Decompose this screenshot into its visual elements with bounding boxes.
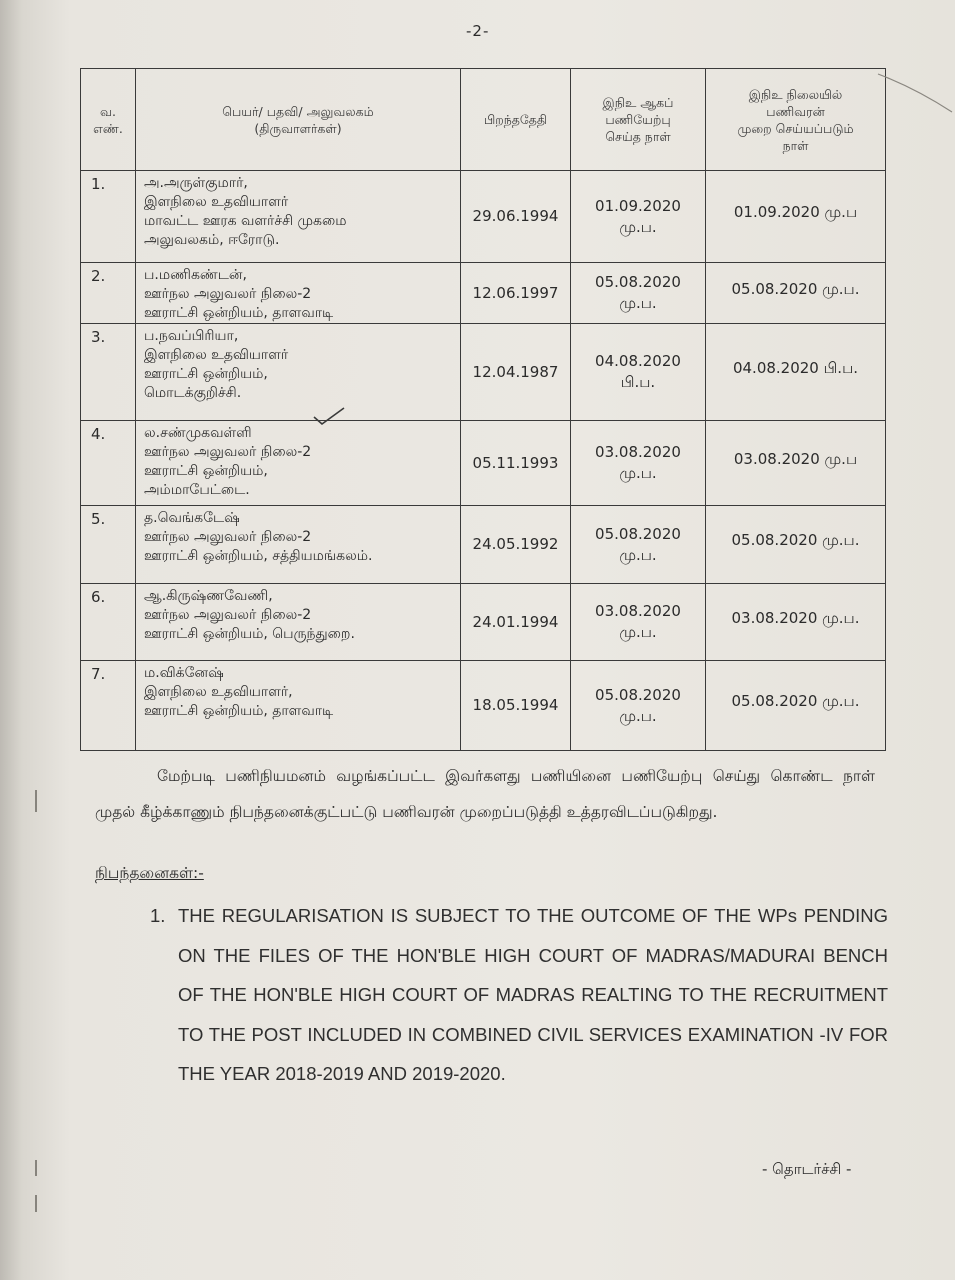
office-line: மாவட்ட ஊரக வளர்ச்சி முகமை (144, 213, 347, 229)
header-line: முறை செய்யப்படும் (737, 120, 854, 136)
designation: ஊர்நல அலுவலர் நிலை-2 (144, 529, 312, 545)
date-of-birth: 12.04.1987 (461, 324, 571, 421)
serial-number: 3. (81, 324, 136, 421)
header-line: நாள் (782, 137, 809, 153)
office-line: ஊராட்சி ஒன்றியம், தாளவாடி (144, 703, 334, 719)
designation: இளநிலை உதவியாளர் (144, 194, 289, 210)
serial-number: 1. (81, 171, 136, 263)
serial-number: 2. (81, 263, 136, 324)
header-line: செய்த நாள் (605, 129, 671, 144)
office-line: ஊராட்சி ஒன்றியம், (144, 463, 268, 479)
joining-date-cell (571, 421, 706, 506)
fold-line (878, 74, 952, 112)
joining-date-cell (571, 506, 706, 584)
name-designation-office (136, 584, 461, 661)
joining-date: 03.08.2020 (595, 443, 681, 461)
header-regularisation-date (706, 69, 886, 171)
serial-number: 7. (81, 661, 136, 751)
serial-number: 6. (81, 584, 136, 661)
name-designation-office (136, 263, 461, 324)
designation: ஊர்நல அலுவலர் நிலை-2 (144, 444, 312, 460)
joining-session: மு.ப. (619, 623, 657, 641)
designation: ஊர்நல அலுவலர் நிலை-2 (144, 286, 312, 302)
header-line: பெயர்/ பதவி/ அலுவலகம் (222, 103, 374, 119)
employee-name: த.வெங்கடேஷ் (144, 510, 240, 526)
name-designation-office (136, 506, 461, 584)
header-line: பிறந்ததேதி (483, 112, 548, 127)
joining-date-cell (571, 661, 706, 751)
joining-date: 05.08.2020 (595, 524, 681, 543)
table-row (81, 263, 886, 324)
joining-session: மு.ப. (619, 464, 657, 482)
office-line: ஊராட்சி ஒன்றியம், தாளவாடி (144, 305, 334, 321)
regularisation-date: 05.08.2020 மு.ப. (706, 263, 886, 324)
regularisation-date: 01.09.2020 மு.ப (706, 171, 886, 263)
joining-session: மு.ப. (619, 706, 657, 725)
condition-number: 1. (150, 905, 166, 926)
page-number: -2- (466, 22, 490, 40)
joining-date-cell (571, 584, 706, 661)
conditions-list (150, 896, 888, 1094)
header-line: பணியேற்பு (605, 112, 671, 127)
office-line: ஊராட்சி ஒன்றியம், (144, 366, 268, 382)
employee-name: ப.நவப்பிரியா, (144, 328, 239, 344)
condition-item (150, 896, 888, 1094)
joining-session: மு.ப. (619, 294, 657, 312)
office-line: அலுவலகம், ஈரோடு. (144, 232, 280, 248)
table-row (81, 421, 886, 506)
table-row (81, 584, 886, 661)
joining-date: 01.09.2020 (595, 196, 681, 215)
joining-date-cell (571, 263, 706, 324)
office-line: ஊராட்சி ஒன்றியம், பெருந்துறை. (144, 626, 355, 642)
header-joining-date (571, 69, 706, 171)
employee-name: ல.சண்முகவள்ளி (144, 425, 252, 441)
date-of-birth: 05.11.1993 (461, 421, 571, 506)
condition-text: THE REGULARISATION IS SUBJECT TO THE OUTCOME OF THE WPs PENDING ON THE FILES OF THE HON'BLE HIGH COURT OF MADRAS/MADURAI BENCH OF THE HON'BLE HIGH COURT OF MADRAS REALTING TO THE RECRUITMENT TO THE POST INCLUDED IN COMBINED CIVIL SERVICES EXAMINATION -IV FOR THE YEAR 2018-2019 AND 2019-2020. (178, 905, 888, 1084)
header-line: எண். (93, 120, 123, 136)
appointment-table (80, 68, 886, 751)
employee-name: ஆ.கிருஷ்ணவேணி, (144, 588, 273, 604)
header-line: (திருவாளர்கள்) (254, 120, 342, 136)
name-designation-office (136, 171, 461, 263)
continued-marker: - தொடர்ச்சி - (762, 1160, 852, 1178)
regularisation-date: 03.08.2020 மு.ப (706, 421, 886, 506)
header-name-designation-office (136, 69, 461, 171)
date-of-birth: 24.05.1992 (461, 506, 571, 584)
joining-date-cell (571, 324, 706, 421)
serial-number: 5. (81, 506, 136, 584)
date-of-birth: 18.05.1994 (461, 661, 571, 751)
employee-name: அ.அருள்குமார், (144, 175, 248, 191)
table-header-row (81, 69, 886, 171)
table-row (81, 324, 886, 421)
regularisation-date: 05.08.2020 மு.ப. (706, 661, 886, 751)
date-of-birth: 29.06.1994 (461, 171, 571, 263)
office-line: மொடக்குறிச்சி. (144, 385, 242, 401)
employee-name: ப.மணிகண்டன், (144, 267, 247, 283)
joining-date: 04.08.2020 (595, 352, 681, 370)
date-of-birth: 12.06.1997 (461, 263, 571, 324)
header-line: இநிஉ நிலையில் (748, 86, 843, 102)
regularisation-date: 03.08.2020 மு.ப. (706, 584, 886, 661)
joining-date: 03.08.2020 (595, 602, 681, 620)
conditions-heading: நிபந்தனைகள்:- (95, 864, 204, 882)
joining-session: மு.ப. (619, 217, 657, 236)
header-date-of-birth (461, 69, 571, 171)
joining-date-cell (571, 171, 706, 263)
employee-name: ம.விக்னேஷ் (144, 665, 224, 681)
table-row (81, 661, 886, 751)
date-of-birth: 24.01.1994 (461, 584, 571, 661)
name-designation-office (136, 324, 461, 421)
name-designation-office (136, 661, 461, 751)
designation: ஊர்நல அலுவலர் நிலை-2 (144, 607, 312, 623)
joining-session: மு.ப. (619, 545, 657, 564)
designation: இளநிலை உதவியாளர், (144, 684, 293, 700)
joining-date: 05.08.2020 (595, 273, 681, 291)
header-line: வ. (100, 103, 116, 119)
order-paragraph: மேற்படி பணிநியமனம் வழங்கப்பட்ட இவர்களது பணியினை பணியேற்பு செய்து கொண்ட நாள் முதல் கீழ்க்காணும் நிபந்தனைக்குட்பட்டு பணிவரன் முறைப்படுத்தி உத்தரவிடப்படுகிறது. (95, 767, 875, 821)
table-row (81, 171, 886, 263)
office-line: அம்மாபேட்டை. (144, 482, 250, 498)
serial-number: 4. (81, 421, 136, 506)
table-row (81, 506, 886, 584)
regularisation-date: 05.08.2020 மு.ப. (706, 506, 886, 584)
header-serial-number (81, 69, 136, 171)
header-line: இநிஉ ஆகப் (602, 95, 674, 110)
joining-date: 05.08.2020 (595, 685, 681, 704)
regularisation-date: 04.08.2020 பி.ப. (706, 324, 886, 421)
designation: இளநிலை உதவியாளர் (144, 347, 289, 363)
joining-session: பி.ப. (620, 373, 656, 391)
office-line: ஊராட்சி ஒன்றியம், சத்தியமங்கலம். (144, 548, 373, 564)
name-designation-office (136, 421, 461, 506)
header-line: பணிவரன் (766, 103, 825, 119)
